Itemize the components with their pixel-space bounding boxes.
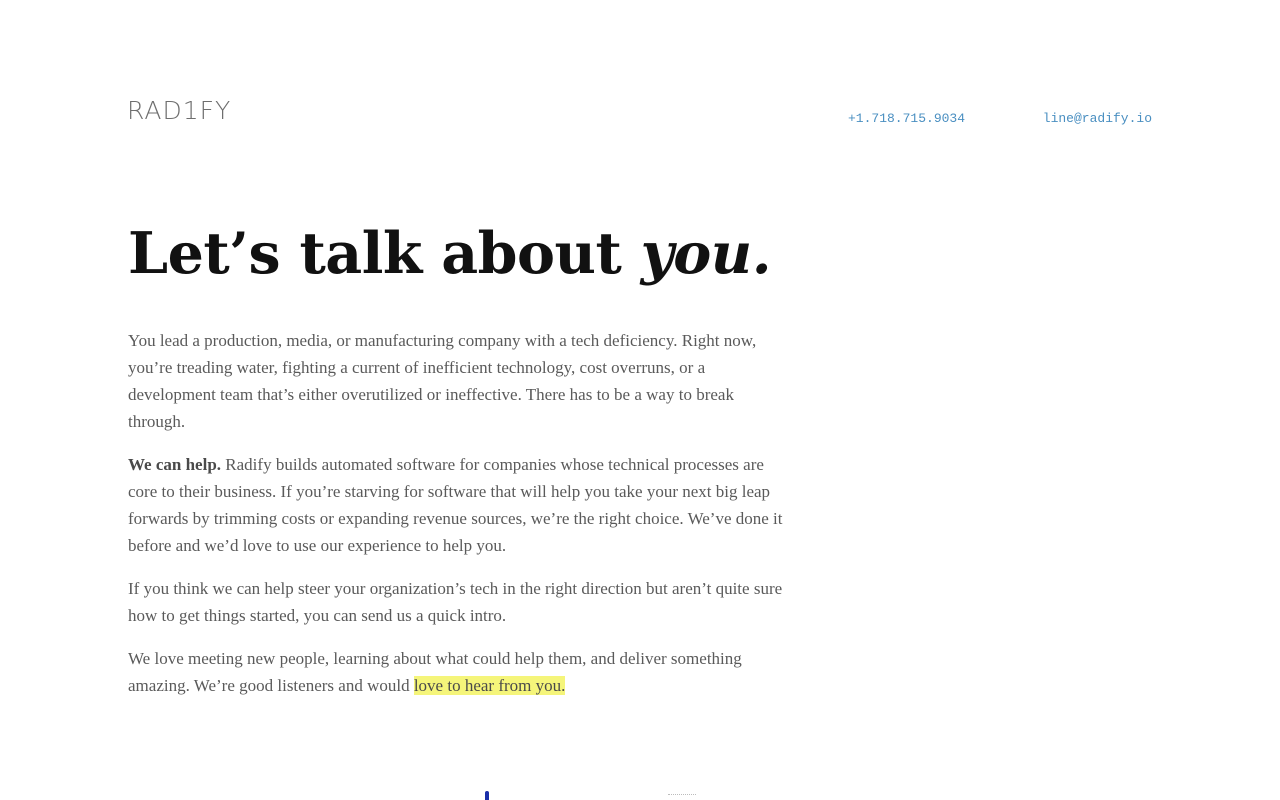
email-link[interactable]: line@radify.io <box>1042 111 1152 126</box>
decorative-mark-grey <box>668 794 696 800</box>
intro-body <box>128 327 790 715</box>
page-title <box>128 214 771 294</box>
intro-paragraph-2-text: Radify builds automated software for companies whose technical processes are core to their business. If you’re starving for software that will help you take your next big leap forwards by trimming costs or expanding revenue sources, we’re the right choice. We’ve done it before and we’d love to use our experience to help you. <box>128 455 783 555</box>
we-can-help-lead: We can help. <box>128 455 222 474</box>
contact-highlight-link[interactable]: love to hear from you. <box>413 676 566 695</box>
page-title-emphasis: you. <box>640 220 772 287</box>
intro-paragraph-2 <box>128 451 790 559</box>
intro-paragraph-3: If you think we can help steer your organization’s tech in the right direction but aren’t quite sure how to get things started, you can send us a quick intro. <box>128 579 783 625</box>
radify-logo[interactable]: RAD1FY <box>127 96 232 125</box>
page-title-main: Let’s talk about <box>128 220 641 287</box>
decorative-mark-blue <box>485 791 489 800</box>
intro-paragraph-4-text: We love meeting new people, learning about what could help them, and deliver something amazing. We’re good listeners and would <box>128 649 742 695</box>
intro-paragraph-4 <box>128 645 790 699</box>
phone-link[interactable]: +1.718.715.9034 <box>848 111 966 126</box>
intro-paragraph-1: You lead a production, media, or manufacturing company with a tech deficiency. Right now, you’re treading water, fighting a current of inefficient technology, cost overruns, or a development team that’s either overutilized or ineffective. There has to be a way to break through. <box>128 331 757 431</box>
